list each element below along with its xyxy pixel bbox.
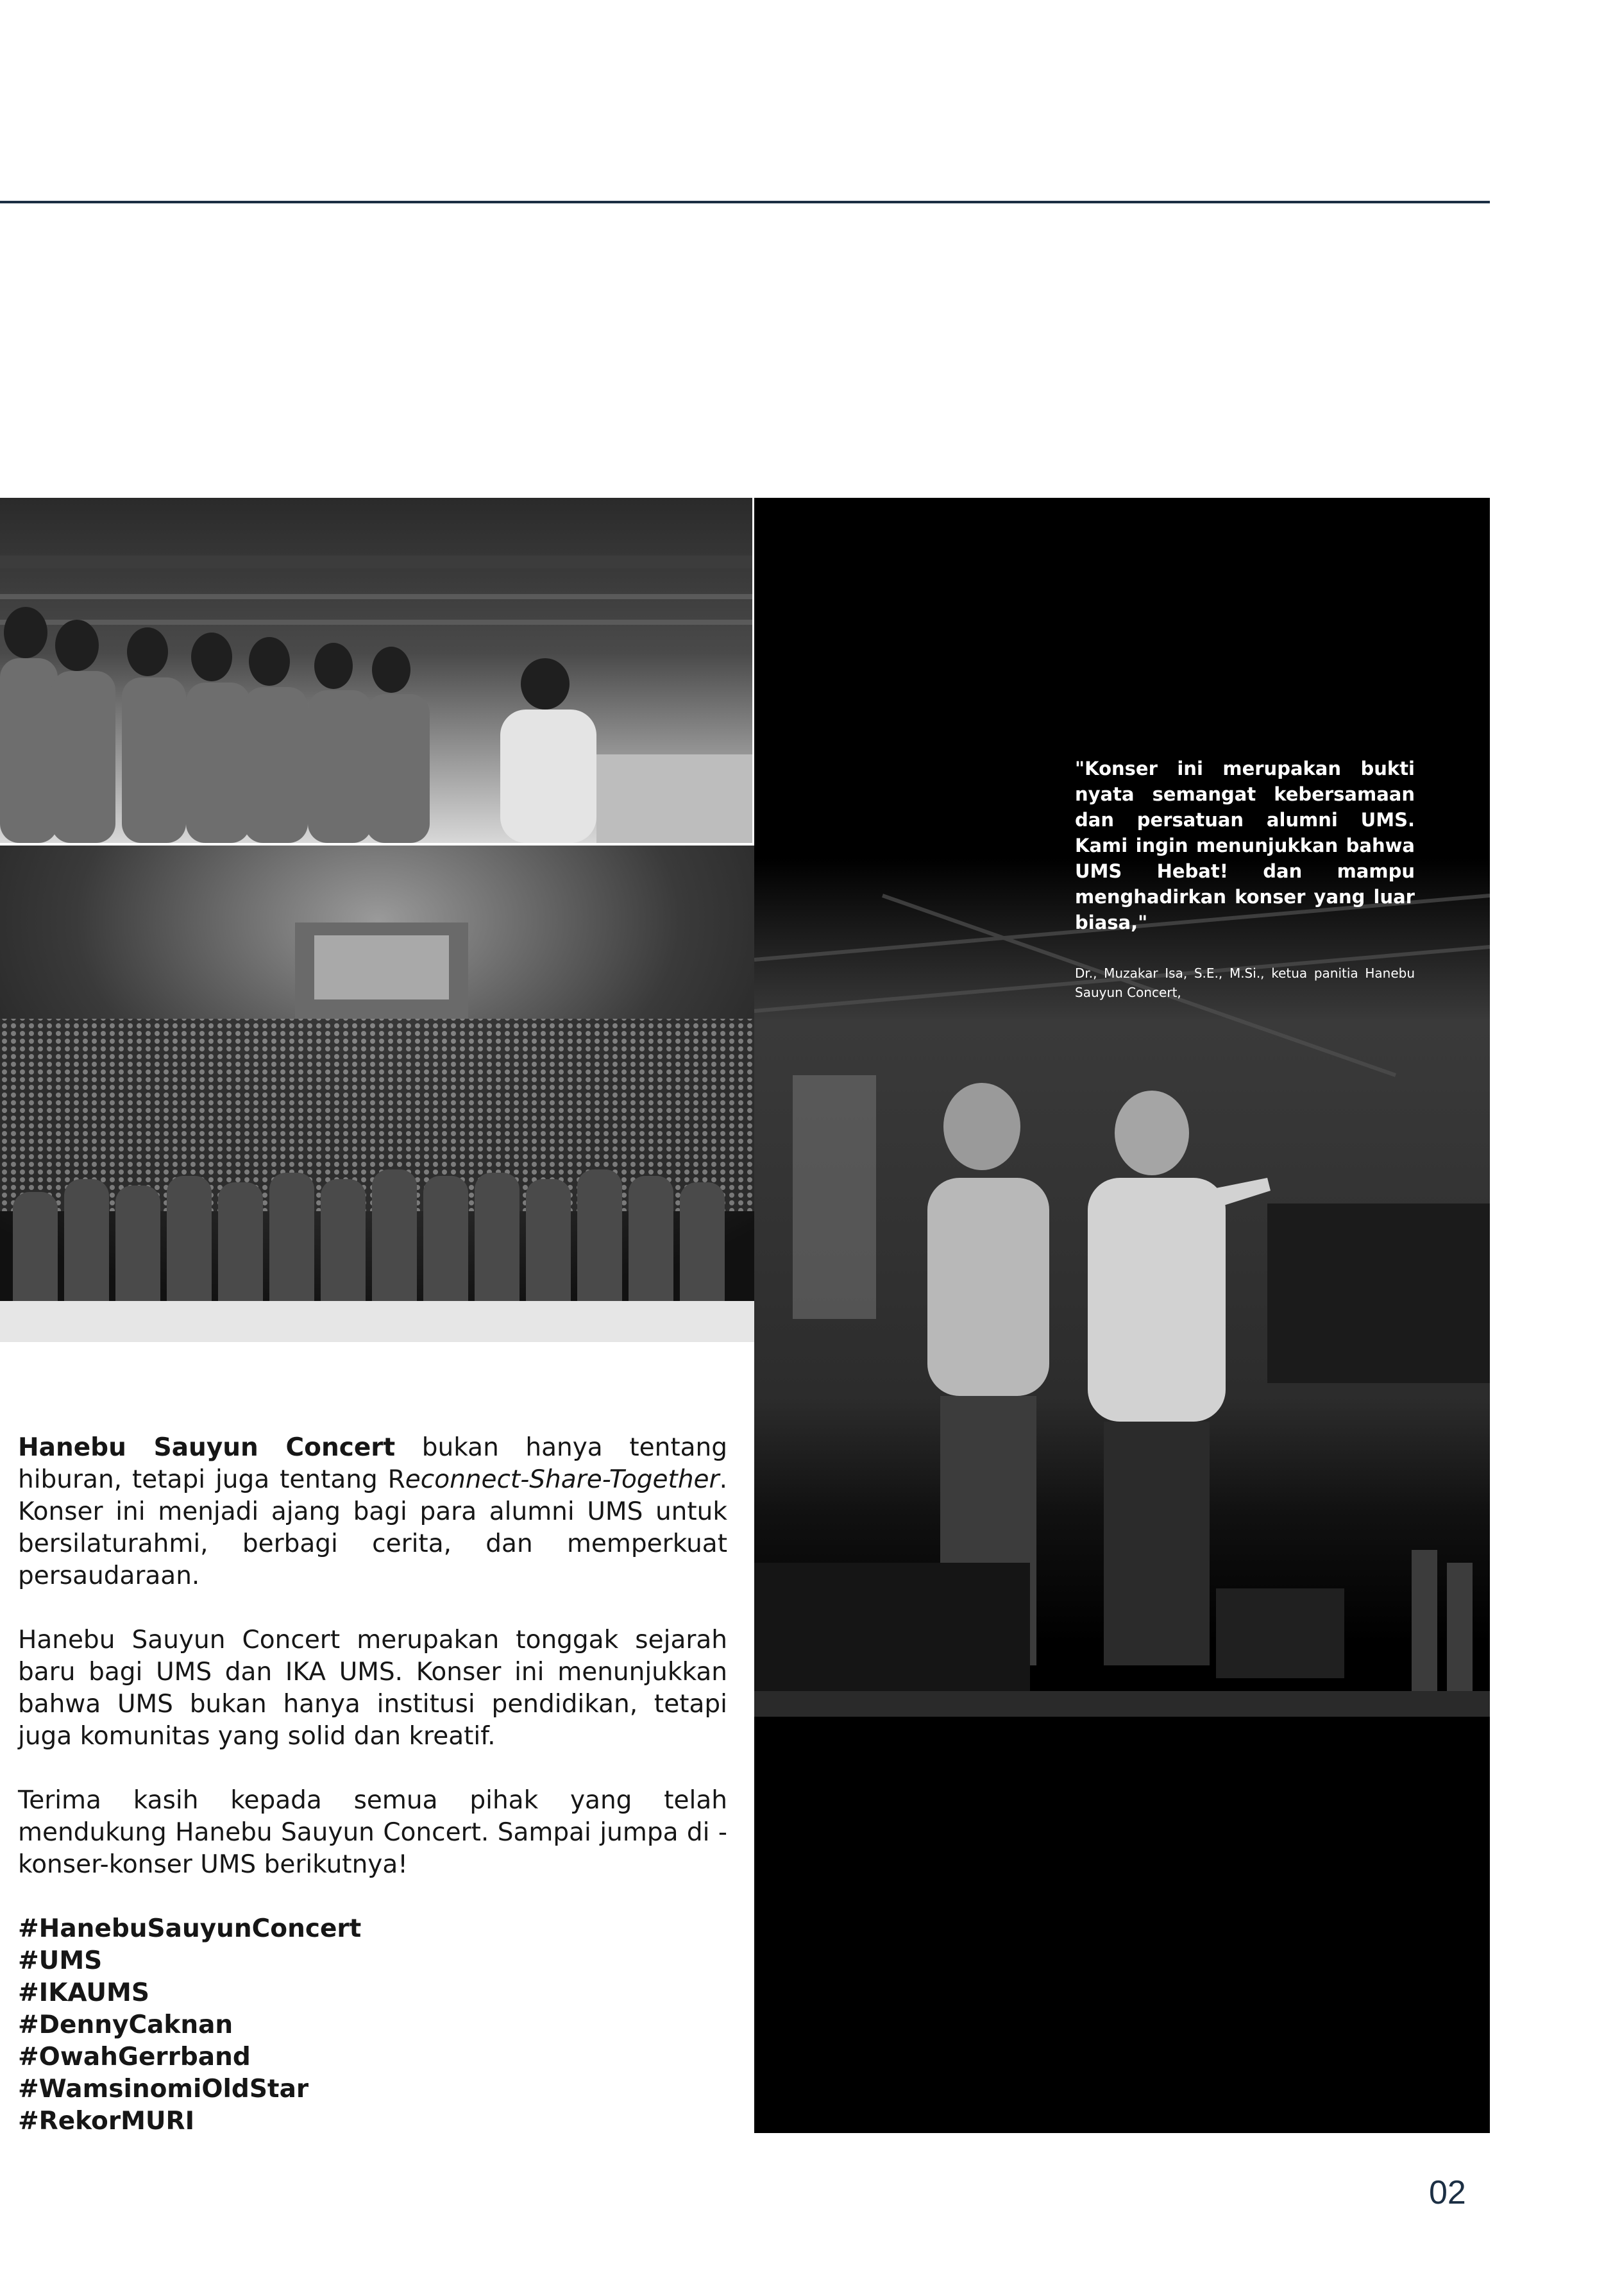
hashtag: #IKAUMS — [18, 1978, 149, 2007]
slogan: econnect-Share-Together — [405, 1465, 720, 1494]
hashtag: #OwahGerrband — [18, 2043, 251, 2071]
hashtag: #RekorMURI — [18, 2107, 195, 2136]
article-paragraph-2: Hanebu Sauyun Concert merupakan tonggak sejarah baru bagi UMS dan IKA UMS. Konser ini menunjukkan bahwa UMS bukan hanya institusi pendidikan, tetapi juga komunitas yang solid dan kreatif. — [18, 1626, 727, 1751]
hashtag: #WamsinomiOldStar — [18, 2075, 309, 2104]
p1-text-a: bukan hanya tentang hiburan, tetapi juga tentang R — [18, 1433, 727, 1494]
article-paragraph-3: Terima kasih kepada semua pihak yang telah mendukung Hanebu Sauyun Concert. Sampai jumpa di - konser-konser UMS berikutnya! — [18, 1786, 727, 1879]
event-name: Hanebu Sauyun Concert — [18, 1433, 396, 1462]
quote-credit: Dr., Muzakar Isa, S.E., M.Si., ketua panitia Hanebu Sauyun Concert, — [1075, 965, 1415, 1000]
p1-text-b: . Konser ini menjadi ajang bagi para alumni UMS untuk bersilaturahmi, berbagi cerita, dan memperkuat persaudaraan. — [18, 1465, 727, 1590]
hashtag: #HanebuSauyunConcert — [18, 1914, 362, 1943]
hashtag-list — [18, 1913, 727, 2138]
page-number: 02 — [1429, 2174, 1466, 2211]
photo-icon — [0, 846, 756, 1342]
pull-quote — [1075, 756, 1415, 1002]
photo-icon — [0, 498, 752, 843]
hashtag: #UMS — [18, 1946, 103, 1975]
quote-text: "Konser ini merupakan bukti nyata semangat kebersamaan dan persatuan alumni UMS. Kami ingin menunjukkan bahwa UMS Hebat! dan mampu menghadirkan konser yang luar biasa," — [1075, 758, 1415, 933]
photo-stage-hosts — [754, 498, 1490, 2133]
photo-icon — [754, 498, 1490, 2133]
photo-prayer-row — [0, 498, 752, 843]
article-body — [18, 1432, 727, 2138]
article-paragraph-1 — [18, 1432, 727, 1592]
photo-crowd-group — [0, 846, 756, 1342]
hashtag: #DennyCaknan — [18, 2011, 233, 2039]
header-divider — [0, 201, 1490, 203]
